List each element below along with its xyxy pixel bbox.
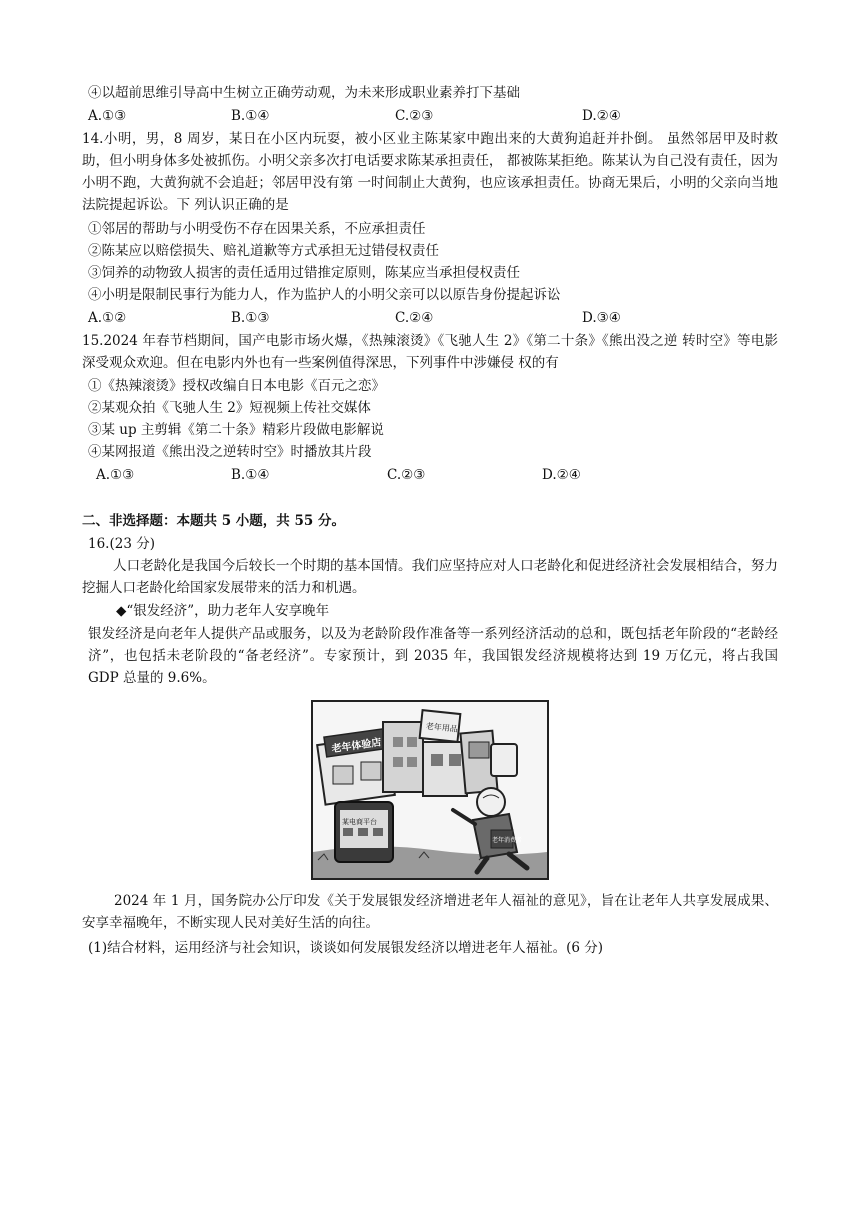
q16-material: 银发经济是向老年人提供产品或服务，以及为老龄阶段作准备等一系列经济活动的总和，既包括老年阶段的“老龄经济”，也包括未老阶段的“备老经济”。专家预计，到 2035 年，我国银发经济规模将达到 19 万亿元，将占我国 GDP 总量的 9.6%。 <box>88 626 778 686</box>
q16-subheading: ◆“银发经济”，助力老年人安享晚年 <box>116 603 330 619</box>
cartoon-store-label: 老年体验店 <box>331 737 383 756</box>
q13-option-d[interactable]: D.②④ <box>582 108 621 124</box>
q14-options <box>88 307 708 329</box>
q15-item-2: ②某观众拍《飞驰人生 2》短视频上传社交媒体 <box>88 400 371 416</box>
q16-header: 16.(23 分) <box>88 536 155 552</box>
q15-item-3: ③某 up 主剪辑《第二十条》精彩片段做电影解说 <box>88 422 384 438</box>
cartoon-person-label: 老年消费者 <box>492 837 523 844</box>
q15-stem: 15.2024 年春节档期间，国产电影市场火爆，《热辣滚烫》《飞驰人生 2》《第二十条》《熊出没之逆 转时空》等电影深受观众欢迎。但在电影内外也有一些案例值得深思，下列事件中涉嫌侵 权的有 <box>82 333 778 371</box>
q14-option-d[interactable]: D.③④ <box>582 310 621 326</box>
q14-item-2: ②陈某应以赔偿损失、赔礼道歉等方式承担无过错侵权责任 <box>88 243 439 259</box>
q13-item-4: ④以超前思维引导高中生树立正确劳动观，为未来形成职业素养打下基础 <box>88 85 520 101</box>
q15-options <box>96 464 716 486</box>
q13-option-a[interactable]: A.①③ <box>88 108 127 124</box>
cartoon-phone-label: 某电商平台 <box>342 818 377 826</box>
q15-option-d[interactable]: D.②④ <box>542 467 581 483</box>
q16-policy: 2024 年 1 月，国务院办公厅印发《关于发展银发经济增进老年人福祉的意见》，旨在让老年人共享发展成果、安享幸福晚年，不断实现人民对美好生活的向往。 <box>82 893 778 931</box>
q15-item-1: ①《热辣滚烫》授权改编自日本电影《百元之恋》 <box>88 378 385 394</box>
q14-item-4: ④小明是限制民事行为能力人，作为监护人的小明父亲可以以原告身份提起诉讼 <box>88 287 561 303</box>
cartoon-drawing <box>313 702 547 878</box>
q14-option-b[interactable]: B.①③ <box>231 310 270 326</box>
cartoon-sign-label: 老年用品 <box>425 721 459 734</box>
q14-option-c[interactable]: C.②④ <box>395 310 434 326</box>
q13-option-b[interactable]: B.①④ <box>231 108 270 124</box>
q14-item-1: ①邻居的帮助与小明受伤不存在因果关系，不应承担责任 <box>88 221 426 237</box>
q14-option-a[interactable]: A.①② <box>88 310 127 326</box>
q13-option-c[interactable]: C.②③ <box>395 108 434 124</box>
q15-option-a[interactable]: A.①③ <box>96 467 135 483</box>
q13-options <box>88 105 708 127</box>
q14-item-3: ③饲养的动物致人损害的责任适用过错推定原则，陈某应当承担侵权责任 <box>88 265 520 281</box>
q16-subquestion-1: (1)结合材料，运用经济与社会知识，谈谈如何发展银发经济以增进老年人福祉。(6 分) <box>88 940 604 956</box>
q15-option-c[interactable]: C.②③ <box>387 467 426 483</box>
section-heading: 二、非选择题：本题共 5 小题，共 55 分。 <box>82 513 345 529</box>
silver-economy-cartoon <box>311 700 549 880</box>
q14-stem: 14.小明，男，8 周岁，某日在小区内玩耍，被小区业主陈某家中跑出来的大黄狗追赶并扑倒。 虽然邻居甲及时救助，但小明身体多处被抓伤。小明父亲多次打电话要求陈某承担责任， 都被陈某拒绝。陈某认为自己没有责任，因为小明不跑，大黄狗就不会追赶；邻居甲没有第 一时间制止大黄狗，也应该承担责任。协商无果后，小明的父亲向当地法院提起诉讼。下 列认识正确的是 <box>82 131 778 213</box>
q15-option-b[interactable]: B.①④ <box>231 467 270 483</box>
q16-intro: 人口老龄化是我国今后较长一个时期的基本国情。我们应坚持应对人口老龄化和促进经济社会发展相结合，努力挖掘人口老龄化给国家发展带来的活力和机遇。 <box>82 558 778 596</box>
q15-item-4: ④某网报道《熊出没之逆转时空》时播放其片段 <box>88 444 372 460</box>
